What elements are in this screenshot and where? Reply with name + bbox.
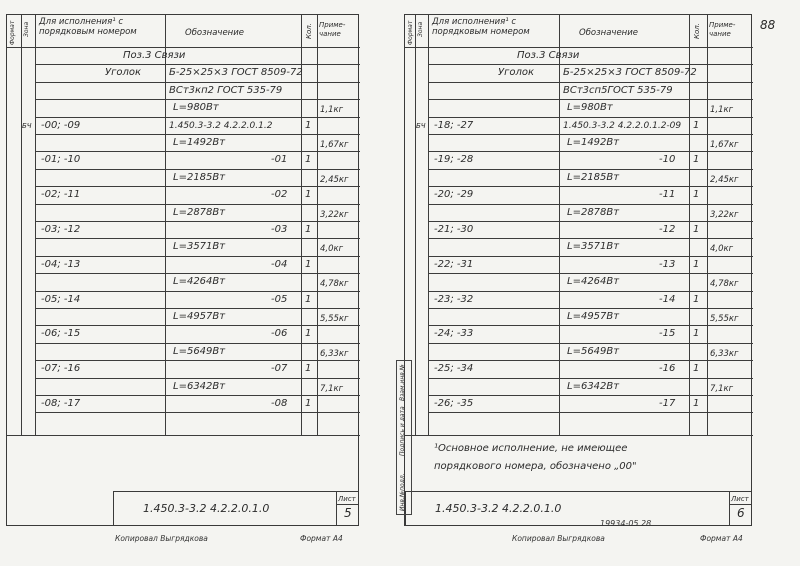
header-qty: Кол. bbox=[305, 23, 313, 39]
row-qty: 1 bbox=[693, 189, 700, 201]
footnote-line-2: порядкового номера, обозначено „00" bbox=[434, 461, 637, 472]
grid-line bbox=[35, 256, 360, 257]
grid-line bbox=[428, 395, 753, 396]
grid-line bbox=[35, 412, 360, 413]
row-designation: -12 bbox=[659, 224, 676, 235]
grid-line bbox=[35, 221, 360, 222]
row-variant: -20; -29 bbox=[434, 189, 474, 201]
row-designation: -04 bbox=[271, 258, 288, 270]
grid-line bbox=[428, 134, 753, 135]
grid-line bbox=[428, 256, 753, 257]
grid-line bbox=[35, 343, 360, 344]
row-designation: L=6342Вт bbox=[567, 380, 620, 392]
row-designation: L=3571Вт bbox=[567, 241, 620, 253]
row-variant: -25; -34 bbox=[434, 363, 474, 375]
row-note: 3,22кг bbox=[710, 209, 739, 220]
row-note: 4,78кг bbox=[320, 279, 349, 290]
row-note: 5,55кг bbox=[320, 314, 349, 324]
row-qty: 1 bbox=[305, 398, 312, 409]
grid-line bbox=[35, 291, 360, 292]
row-note: 5,55кг bbox=[710, 314, 739, 324]
grid-line bbox=[35, 273, 360, 274]
sheet-number: 5 bbox=[344, 506, 352, 520]
zone-mark: БЧ bbox=[416, 121, 426, 130]
row-designation: L=4957Вт bbox=[173, 311, 226, 322]
row-note: 3,22кг bbox=[320, 209, 349, 220]
header-qty: Кол. bbox=[693, 23, 701, 39]
row-variant: -18; -27 bbox=[434, 119, 474, 131]
row-designation: ВСт3кп2 ГОСТ 535-79 bbox=[169, 84, 283, 96]
grid-line bbox=[559, 15, 560, 435]
right-sheet bbox=[404, 14, 752, 526]
row-designation: L=4264Вт bbox=[567, 276, 620, 288]
left-copied: Копировал Выгрядкова bbox=[115, 534, 208, 543]
row-designation: L=6342Вт bbox=[173, 380, 226, 392]
row-variant: -01; -10 bbox=[41, 154, 81, 166]
row-designation: L=2878Вт bbox=[173, 206, 226, 218]
header-format: Формат bbox=[9, 20, 16, 45]
row-designation: -07 bbox=[271, 363, 288, 375]
row-designation: -14 bbox=[659, 293, 676, 305]
grid-line bbox=[428, 169, 753, 170]
grid-line bbox=[35, 117, 360, 118]
row-qty: 1 bbox=[305, 154, 312, 166]
row-note: 1,67кг bbox=[710, 140, 739, 150]
grid-line bbox=[35, 204, 360, 205]
grid-line bbox=[7, 47, 360, 48]
grid-line bbox=[317, 15, 318, 435]
grid-line bbox=[35, 169, 360, 170]
row-qty: 1 bbox=[693, 119, 700, 131]
row-variant: -02; -11 bbox=[41, 189, 81, 201]
grid-line bbox=[336, 491, 337, 525]
row-variant: -24; -33 bbox=[434, 328, 474, 340]
row-qty: 1 bbox=[693, 293, 700, 305]
row-variant: -21; -30 bbox=[434, 224, 474, 235]
row-designation: Б-25×25×3 ГОСТ 8509-72 bbox=[169, 67, 303, 79]
grid-line bbox=[35, 325, 360, 326]
grid-line bbox=[405, 435, 753, 436]
row-note: 2,45кг bbox=[320, 174, 349, 185]
grid-line bbox=[35, 378, 360, 379]
grid-line bbox=[428, 238, 753, 239]
grid-line bbox=[35, 99, 360, 100]
row-designation: Б-25×25×3 ГОСТ 8509-72 bbox=[563, 67, 697, 79]
row-variant: -04; -13 bbox=[41, 258, 81, 270]
grid-line bbox=[428, 378, 753, 379]
row-designation: -08 bbox=[271, 398, 288, 409]
grid-line bbox=[428, 343, 753, 344]
grid-line bbox=[428, 204, 753, 205]
row-designation: L=1492Вт bbox=[567, 137, 620, 148]
row-qty: 1 bbox=[305, 189, 312, 201]
header-note: Приме-чание bbox=[319, 21, 346, 38]
row-designation: L=5649Вт bbox=[567, 345, 620, 357]
row-qty: 1 bbox=[693, 363, 700, 375]
row-qty: 1 bbox=[305, 363, 312, 375]
row-designation: -17 bbox=[659, 398, 676, 409]
row-note: 6,33кг bbox=[320, 348, 349, 359]
grid-line bbox=[35, 360, 360, 361]
row-qty: 1 bbox=[305, 258, 312, 270]
header-variant: Для исполнения¹ с порядковым номером bbox=[432, 17, 530, 37]
row-designation: -06 bbox=[271, 328, 288, 340]
row-designation: Поз.3 Связи bbox=[123, 50, 186, 61]
row-note: 4,0кг bbox=[320, 244, 344, 255]
grid-line bbox=[405, 47, 753, 48]
side-label-replace: Взам.инв.№ bbox=[399, 364, 406, 401]
grid-line bbox=[428, 221, 753, 222]
grid-line bbox=[35, 395, 360, 396]
row-designation: -10 bbox=[659, 154, 676, 166]
grid-line bbox=[35, 151, 360, 152]
footnote-line-1: ¹Основное исполнение, не имеющее bbox=[434, 443, 628, 454]
sheet-label: Лист bbox=[731, 495, 749, 503]
right-format: Формат А4 bbox=[700, 534, 743, 543]
row-variant: -03; -12 bbox=[41, 224, 81, 235]
grid-line bbox=[428, 15, 429, 435]
row-variant: -22; -31 bbox=[434, 258, 474, 270]
row-qty: 1 bbox=[305, 224, 312, 235]
grid-line bbox=[35, 308, 360, 309]
row-designation: -13 bbox=[659, 258, 676, 270]
right-stamp: 19934-05 28 bbox=[600, 519, 652, 528]
grid-line bbox=[428, 64, 753, 65]
row-designation: -05 bbox=[271, 293, 288, 305]
row-designation: L=4264Вт bbox=[173, 276, 226, 288]
grid-line bbox=[428, 308, 753, 309]
row-designation: L=980Вт bbox=[173, 102, 219, 114]
grid-line bbox=[428, 82, 753, 83]
row-designation: 1.450.3-3.2 4.2.2.0.1.2 bbox=[169, 120, 273, 131]
left-sheet bbox=[6, 14, 359, 526]
grid-line bbox=[729, 491, 730, 525]
header-zone: Зона bbox=[23, 21, 30, 37]
grid-line bbox=[428, 273, 753, 274]
zone-mark: БЧ bbox=[22, 121, 32, 130]
grid-line bbox=[35, 15, 36, 435]
row-designation: -01 bbox=[271, 154, 288, 166]
row-variant: -00; -09 bbox=[41, 119, 81, 131]
right-side-stamp bbox=[396, 360, 412, 515]
row-note: 7,1кг bbox=[320, 383, 344, 394]
row-designation: L=2185Вт bbox=[567, 171, 620, 183]
row-designation: 1.450.3-3.2 4.2.2.0.1.2-09 bbox=[563, 120, 682, 131]
row-note: 4,78кг bbox=[710, 279, 739, 290]
grid-line bbox=[35, 186, 360, 187]
row-designation: L=2878Вт bbox=[567, 206, 620, 218]
grid-line bbox=[428, 186, 753, 187]
row-designation: -02 bbox=[271, 189, 288, 201]
row-variant: -07; -16 bbox=[41, 363, 81, 375]
row-designation: -15 bbox=[659, 328, 676, 340]
header-format: Формат bbox=[407, 20, 414, 45]
grid-line bbox=[35, 134, 360, 135]
row-qty: 1 bbox=[305, 293, 312, 305]
row-variant: -06; -15 bbox=[41, 328, 81, 340]
header-note: Приме-чание bbox=[709, 21, 736, 38]
side-label-sign: Подпись и дата bbox=[399, 406, 406, 456]
grid-line bbox=[428, 325, 753, 326]
grid-line bbox=[428, 99, 753, 100]
grid-line bbox=[7, 435, 360, 436]
row-designation: L=5649Вт bbox=[173, 345, 226, 357]
row-note: 6,33кг bbox=[710, 348, 739, 359]
grid-line bbox=[428, 291, 753, 292]
row-variant: -23; -32 bbox=[434, 293, 474, 305]
grid-line bbox=[165, 15, 166, 435]
grid-line bbox=[428, 360, 753, 361]
row-designation: -03 bbox=[271, 224, 288, 235]
row-note: 2,45кг bbox=[710, 174, 739, 185]
row-variant: Уголок bbox=[498, 67, 535, 79]
header-zone: Зона bbox=[417, 21, 424, 37]
row-variant: -26; -35 bbox=[434, 398, 474, 409]
footer-code: 1.450.3-3.2 4.2.2.0.1.0 bbox=[435, 502, 562, 515]
row-note: 1,1кг bbox=[710, 105, 734, 116]
row-note: 7,1кг bbox=[710, 383, 734, 394]
grid-line bbox=[428, 117, 753, 118]
row-qty: 1 bbox=[305, 328, 312, 340]
corner-page-number: 88 bbox=[760, 18, 776, 32]
sheet-label: Лист bbox=[338, 495, 356, 503]
grid-line bbox=[428, 151, 753, 152]
row-note: 1,67кг bbox=[320, 140, 349, 150]
header-variant: Для исполнения¹ с порядковым номером bbox=[39, 17, 137, 37]
row-designation: L=980Вт bbox=[567, 102, 613, 114]
right-copied: Копировал Выгрядкова bbox=[512, 534, 605, 543]
grid-line bbox=[415, 15, 416, 435]
footer-code: 1.450.3-3.2 4.2.2.0.1.0 bbox=[143, 502, 270, 515]
row-variant: -19; -28 bbox=[434, 154, 474, 166]
row-designation: L=4957Вт bbox=[567, 311, 620, 322]
row-qty: 1 bbox=[693, 398, 700, 409]
grid-line bbox=[35, 64, 360, 65]
sheet-number: 6 bbox=[737, 506, 745, 520]
header-designation: Обозначение bbox=[185, 28, 244, 38]
row-qty: 1 bbox=[693, 224, 700, 235]
grid-line bbox=[428, 412, 753, 413]
row-variant: -08; -17 bbox=[41, 398, 81, 409]
row-designation: -16 bbox=[659, 363, 676, 375]
row-qty: 1 bbox=[693, 328, 700, 340]
row-qty: 1 bbox=[693, 258, 700, 270]
grid-line bbox=[35, 82, 360, 83]
row-designation: L=3571Вт bbox=[173, 241, 226, 253]
row-note: 4,0кг bbox=[710, 244, 734, 255]
row-qty: 1 bbox=[693, 154, 700, 166]
row-designation: -11 bbox=[659, 189, 676, 201]
grid-line bbox=[707, 15, 708, 435]
row-designation: L=1492Вт bbox=[173, 137, 226, 148]
row-designation: L=2185Вт bbox=[173, 171, 226, 183]
side-label-inv: Инв.№подл. bbox=[399, 473, 406, 511]
header-designation: Обозначение bbox=[579, 28, 638, 38]
row-designation: Поз.3 Связи bbox=[517, 50, 580, 61]
row-variant: -05; -14 bbox=[41, 293, 81, 305]
row-qty: 1 bbox=[305, 119, 312, 131]
left-format: Формат А4 bbox=[300, 534, 343, 543]
row-variant: Уголок bbox=[105, 67, 142, 79]
row-note: 1,1кг bbox=[320, 105, 344, 116]
grid-line bbox=[21, 15, 22, 435]
row-designation: ВСт3сп5ГОСТ 535-79 bbox=[563, 84, 673, 96]
grid-line bbox=[35, 238, 360, 239]
